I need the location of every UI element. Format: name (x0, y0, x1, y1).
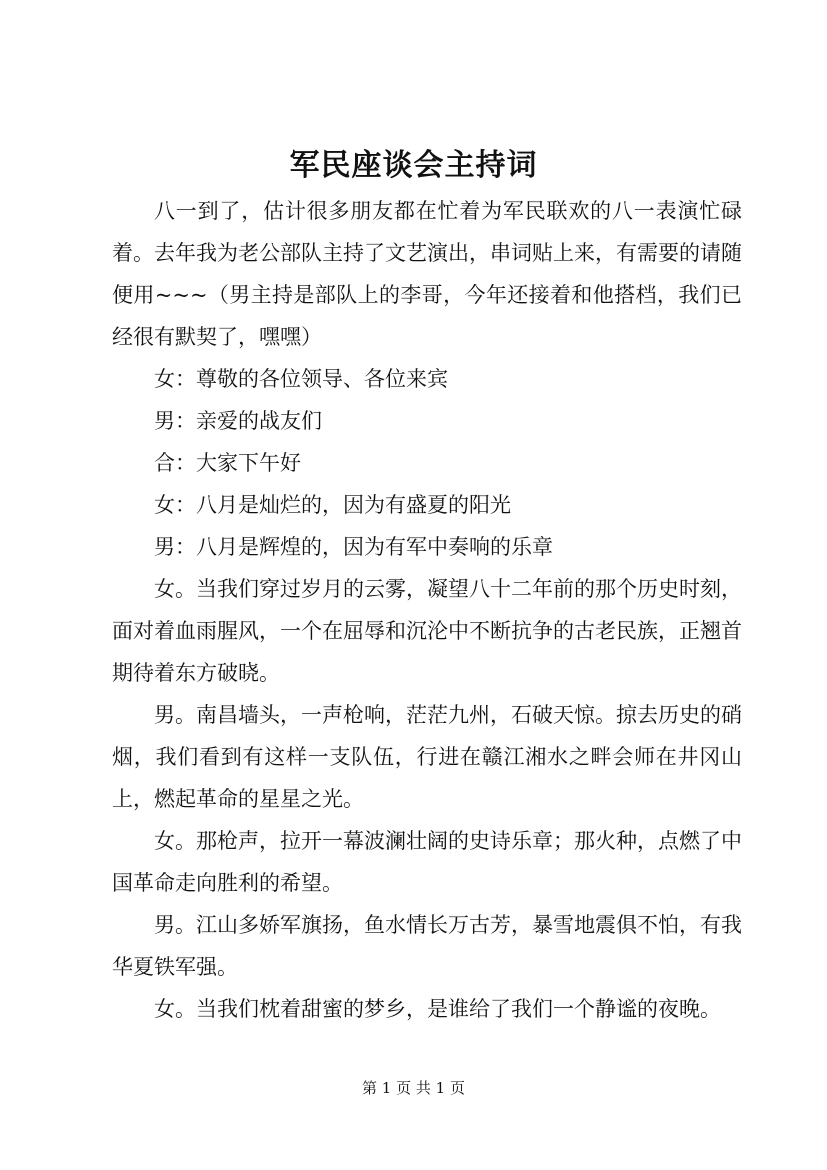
document-title: 军民座谈会主持词 (289, 148, 538, 183)
paragraph-line: 男。江山多娇军旗扬，鱼水情长万古芳，暴雪地震俱不怕，有我华夏铁军强。 (112, 913, 742, 979)
paragraph-line: 女：尊敬的各位领导、各位来宾 (154, 367, 448, 391)
paragraph-line: 合：大家下午好 (154, 451, 301, 475)
paragraph-line: 女：八月是灿烂的，因为有盛夏的阳光 (154, 493, 511, 517)
paragraph-line: 女。当我们枕着甜蜜的梦乡，是谁给了我们一个静谧的夜晚。 (154, 997, 721, 1021)
paragraph-line: 男：八月是辉煌的，因为有军中奏响的乐章 (154, 535, 553, 559)
document-body (112, 190, 742, 1030)
paragraph-intro: 八一到了，估计很多朋友都在忙着为军民联欢的八一表演忙碌着。去年我为老公部队主持了文艺演出，串词贴上来，有需要的请随便用~~~（男主持是部队上的李哥，今年还接着和他搭档，我们已经很有默契了，嘿嘿） (112, 199, 742, 349)
paragraph-line: 男：亲爱的战友们 (154, 409, 322, 433)
page-footer: 第 1 页 共 1 页 (362, 1079, 465, 1097)
paragraph-line: 女。那枪声，拉开一幕波澜壮阔的史诗乐章；那火种，点燃了中国革命走向胜利的希望。 (112, 829, 742, 895)
paragraph-line: 男。南昌墙头，一声枪响，茫茫九州，石破天惊。掠去历史的硝烟，我们看到有这样一支队伍，行进在赣江湘水之畔会师在井冈山上，燃起革命的星星之光。 (112, 703, 742, 811)
paragraph-line: 女。当我们穿过岁月的云雾，凝望八十二年前的那个历史时刻，面对着血雨腥风，一个在屈辱和沉沦中不断抗争的古老民族，正翘首期待着东方破晓。 (112, 577, 742, 685)
